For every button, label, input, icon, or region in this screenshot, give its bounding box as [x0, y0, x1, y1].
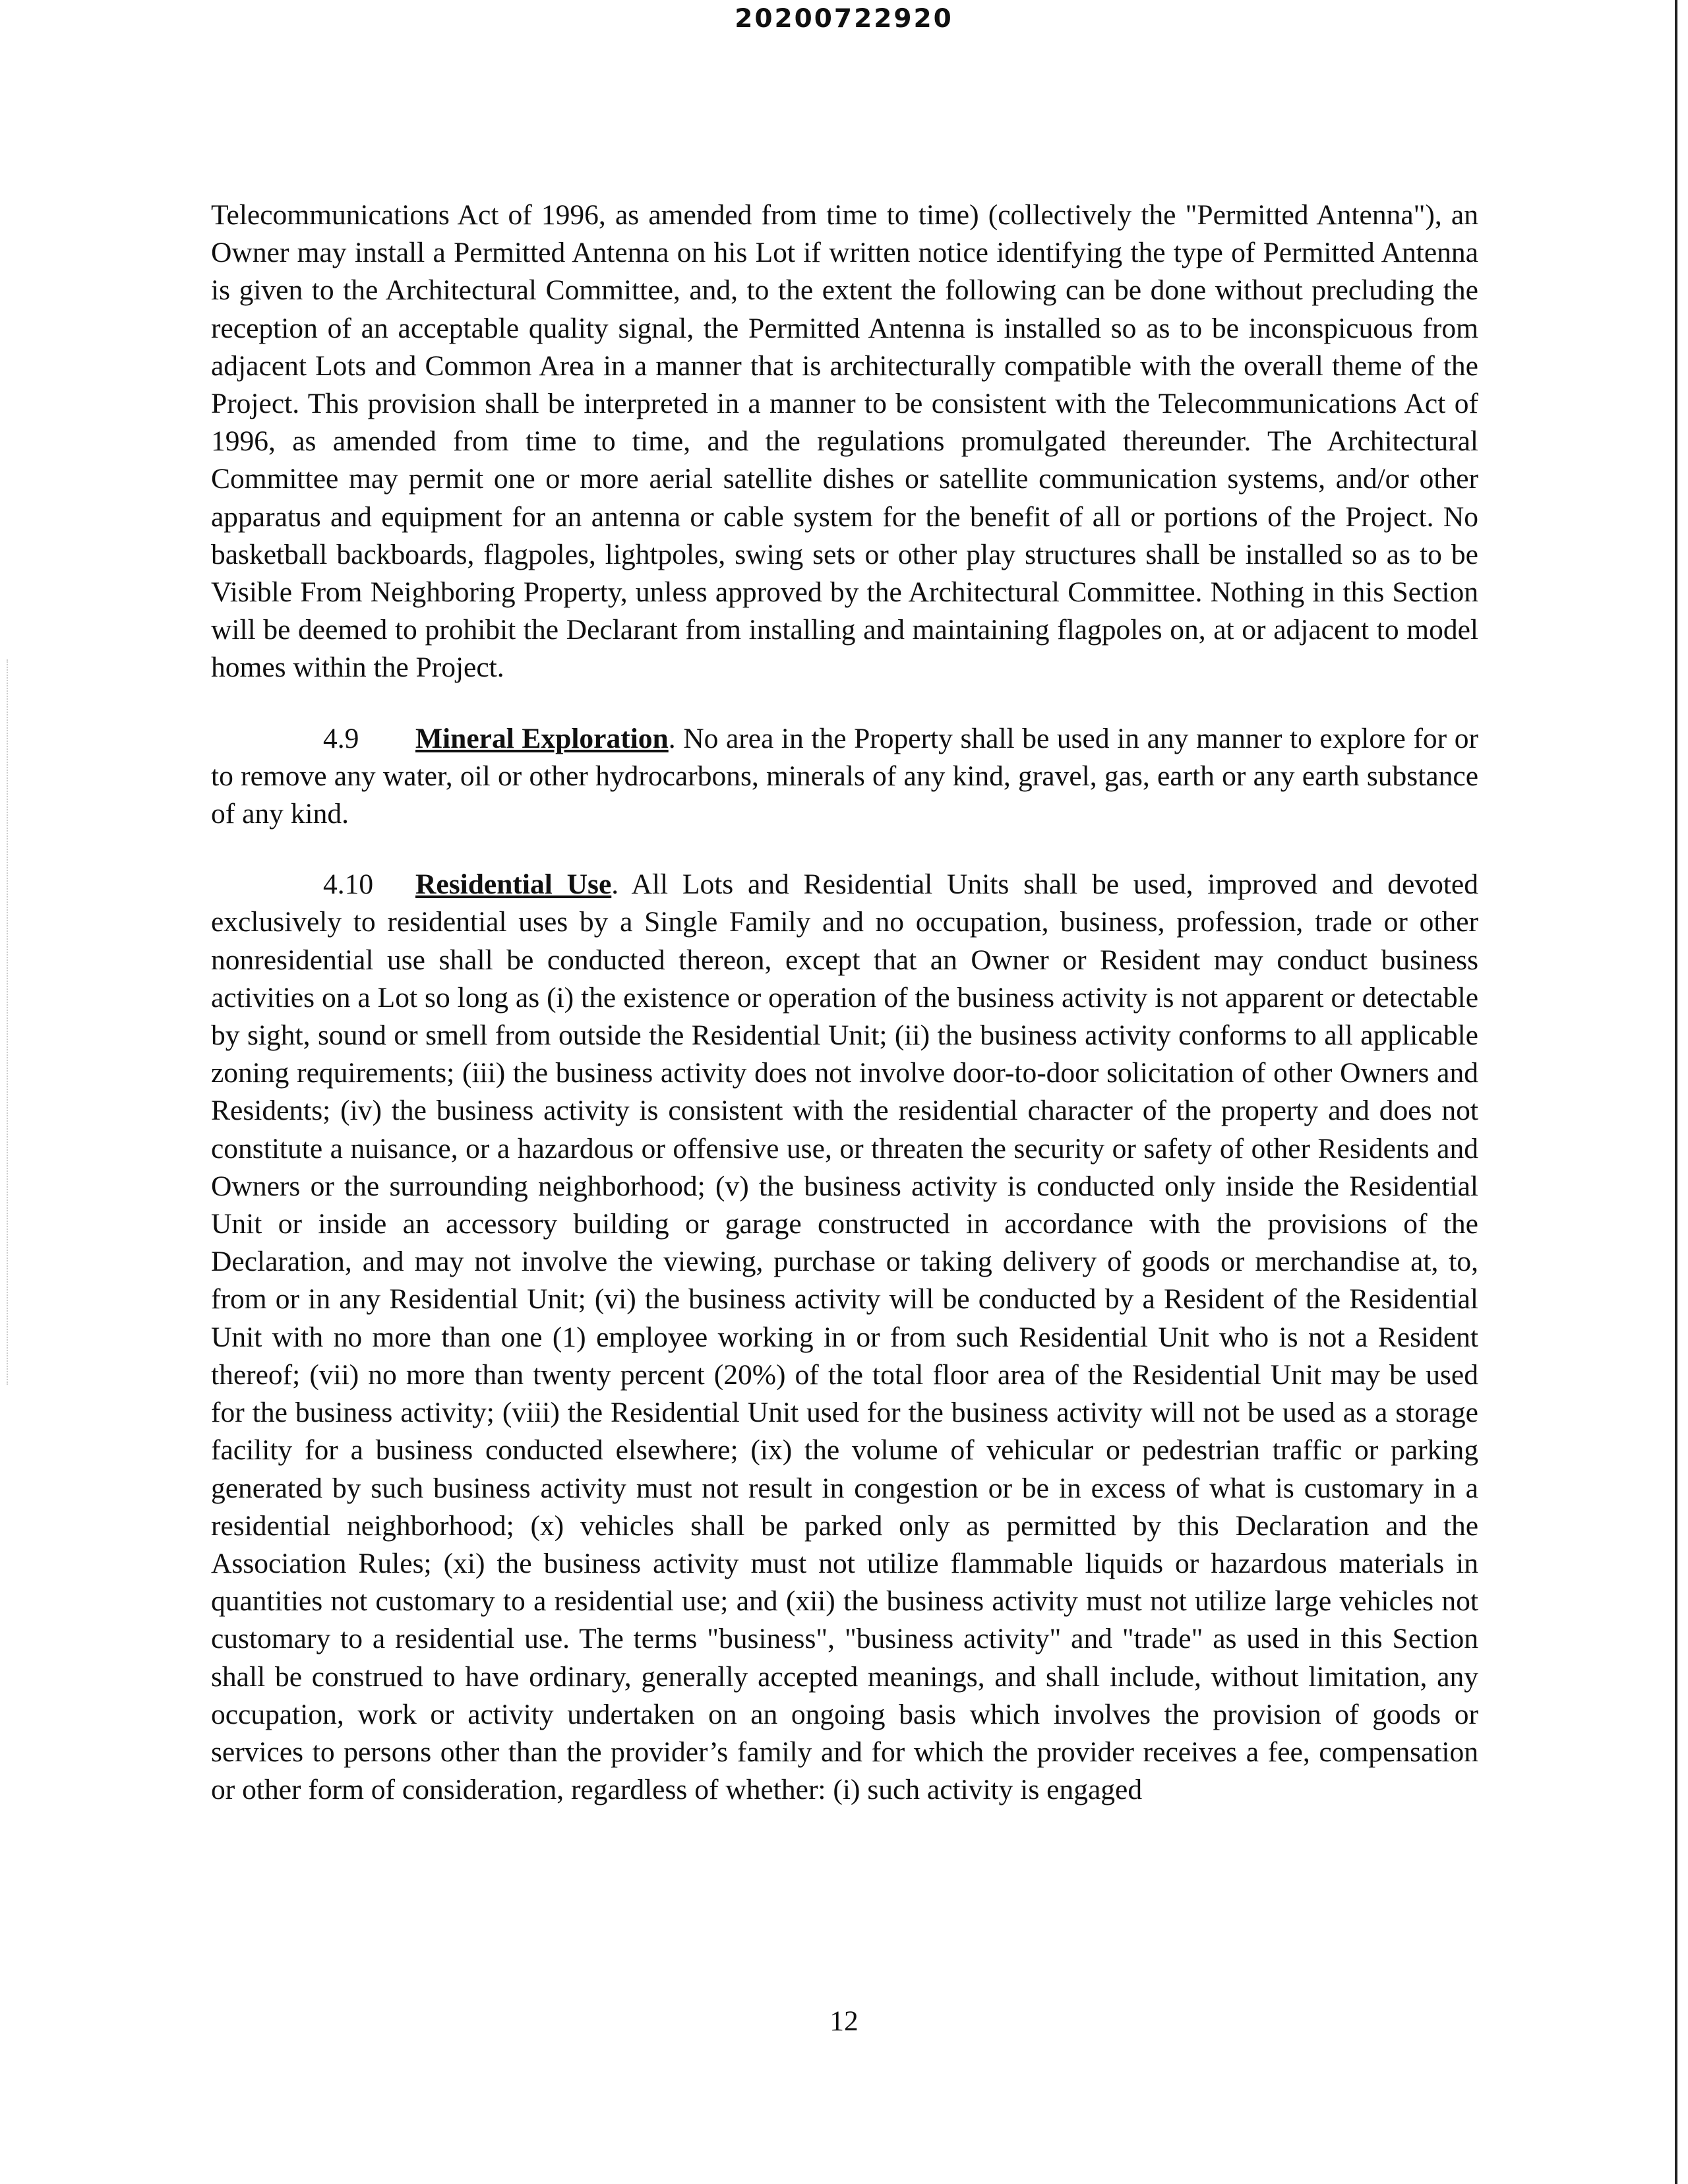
section-number: 4.9 [323, 722, 359, 754]
page-edge-rule [1675, 0, 1677, 2184]
section-heading: Mineral Exploration [415, 722, 669, 754]
page-number: 12 [829, 2005, 859, 2037]
continuation-paragraph: Telecommunications Act of 1996, as amended from time to time) (collectively the "Permitted Antenna"), an Owner may install a Permitted Antenna on his Lot if written notice identifying the type of Permitted Antenna is given to the Architectural Committee, and, to the extent the following can be done without precluding the reception of an acceptable quality signal, the Permitted Antenna is installed so as to be inconspicuous from adjacent Lots and Common Area in a manner that is architecturally compatible with the overall theme of the Project. This provision shall be interpreted in a manner to be consistent with the Telecommunications Act of 1996, as amended from time to time, and the regulations promulgated thereunder. The Architectural Committee may permit one or more aerial satellite dishes or satellite communication systems, and/or other apparatus and equipment for an antenna or cable system for the benefit of all or portions of the Project. No basketball backboards, flagpoles, lightpoles, swing sets or other play structures shall be installed so as to be Visible From Neighboring Property, unless approved by the Architectural Committee. Nothing in this Section will be deemed to prohibit the Declarant from installing and maintaining flagpoles on, at or adjacent to model homes within the Project. [211, 199, 1478, 684]
document-body [211, 197, 1478, 1842]
section-4-10: 4.10 Residential Use. All Lots and Residential Units shall be used, improved and devoted exclusively to residential uses by a Single Family and no occupation, business, profession, trade or other nonresidential use shall be conducted thereon, except that an Owner or Resident may conduct business activities on a Lot so long as (i) the existence or operation of the business activity is not apparent or detectable by sight, sound or smell from outside the Residential Unit; (ii) the business activity conforms to all applicable zoning requirements; (iii) the business activity does not involve door-to-door solicitation of other Owners and Residents; (iv) the business activity is consistent with the residential character of the property and does not constitute a nuisance, or a hazardous or offensive use, or threaten the security or safety of other Residents and Owners or the surrounding neighborhood; (v) the business activity is conducted only inside the Residential Unit or inside an accessory building or garage constructed in accordance with the provisions of the Declaration, and may not involve the viewing, purchase or taking delivery of goods or merchandise at, to, from or in any Residential Unit; (vi) the business activity will be conducted by a Resident of the Residential Unit with no more than one (1) employee working in or from such Residential Unit who is not a Resident thereof; (vii) no more than twenty percent (20%) of the total floor area of the Residential Unit may be used for the business activity; (viii) the Residential Unit used for the business activity will not be used as a storage facility for a business conducted elsewhere; (ix) the volume of vehicular or pedestrian traffic or parking generated by such business activity must not result in congestion or be in excess of what is customary in a residential neighborhood; (x) vehicles shall be parked only as permitted by this Declaration and the Association Rules; (xi) the business activity must not utilize flammable liquids or hazardous materials in quantities not customary to a residential use; and (xii) the business activity must not utilize large vehicles not customary to a residential use. The terms "business", "business activity" and "trade" as used in this Section shall be construed to have ordinary, generally accepted meanings, and shall include, without limitation, any occupation, work or activity undertaken on an ongoing basis which involves the provision of goods or services to persons other than the provider’s family and for which the provider receives a fee, compensation or other form of consideration, regardless of whether: (i) such activity is engaged [211, 866, 1478, 1809]
section-text: All Lots and Residential Units shall be used, improved and devoted exclusively to residential uses by a Single Family and no occupation, business, profession, trade or other nonresidential use shall be conducted thereon, except that an Owner or Resident may conduct business activities on a Lot so long as (i) the existence or operation of the business activity is not apparent or detectable by sight, sound or smell from outside the Residential Unit; (ii) the business activity conforms to all applicable zoning requirements; (iii) the business activity does not involve door-to-door solicitation of other Owners and Residents; (iv) the business activity is consistent with the residential character of the property and does not constitute a nuisance, or a hazardous or offensive use, or threaten the security or safety of other Residents and Owners or the surrounding neighborhood; (v) the business activity is conducted only inside the Residential Unit or inside an accessory building or garage constructed in accordance with the provisions of the Declaration, and may not involve the viewing, purchase or taking delivery of goods or merchandise at, to, from or in any Residential Unit; (vi) the business activity will be conducted by a Resident of the Residential Unit with no more than one (1) employee working in or from such Residential Unit who is not a Resident thereof; (vii) no more than twenty percent (20%) of the total floor area of the Residential Unit may be used for the business activity; (viii) the Residential Unit used for the business activity will not be used as a storage facility for a business conducted elsewhere; (ix) the volume of vehicular or pedestrian traffic or parking generated by such business activity must not result in congestion or be in excess of what is customary in a residential neighborhood; (x) vehicles shall be parked only as permitted by this Declaration and the Association Rules; (xi) the business activity must not utilize flammable liquids or hazardous materials in quantities not customary to a residential use; and (xii) the business activity must not utilize large vehicles not customary to a residential use. The terms "business", "business activity" and "trade" as used in this Section shall be construed to have ordinary, generally accepted meanings, and shall include, without limitation, any occupation, work or activity undertaken on an ongoing basis which involves the provision of goods or services to persons other than the provider’s family and for which the provider receives a fee, compensation or other form of consideration, regardless of whether: (i) such activity is engaged [211, 868, 1478, 1806]
document-number: 20200722920 [735, 4, 953, 34]
section-heading: Residential Use [415, 868, 612, 901]
section-4-9: 4.9 Mineral Exploration. No area in the Property shall be used in any manner to explore for or to remove any water, oil or other hydrocarbons, minerals of any kind, gravel, gas, earth or any earth substance of any kind. [211, 720, 1478, 834]
section-text: No area in the Property shall be used in any manner to explore for or to remove any water, oil or other hydrocarbons, minerals of any kind, gravel, gas, earth or any earth substance of any kind. [211, 722, 1478, 830]
scan-margin-marks [7, 659, 9, 1385]
section-number: 4.10 [323, 868, 374, 901]
